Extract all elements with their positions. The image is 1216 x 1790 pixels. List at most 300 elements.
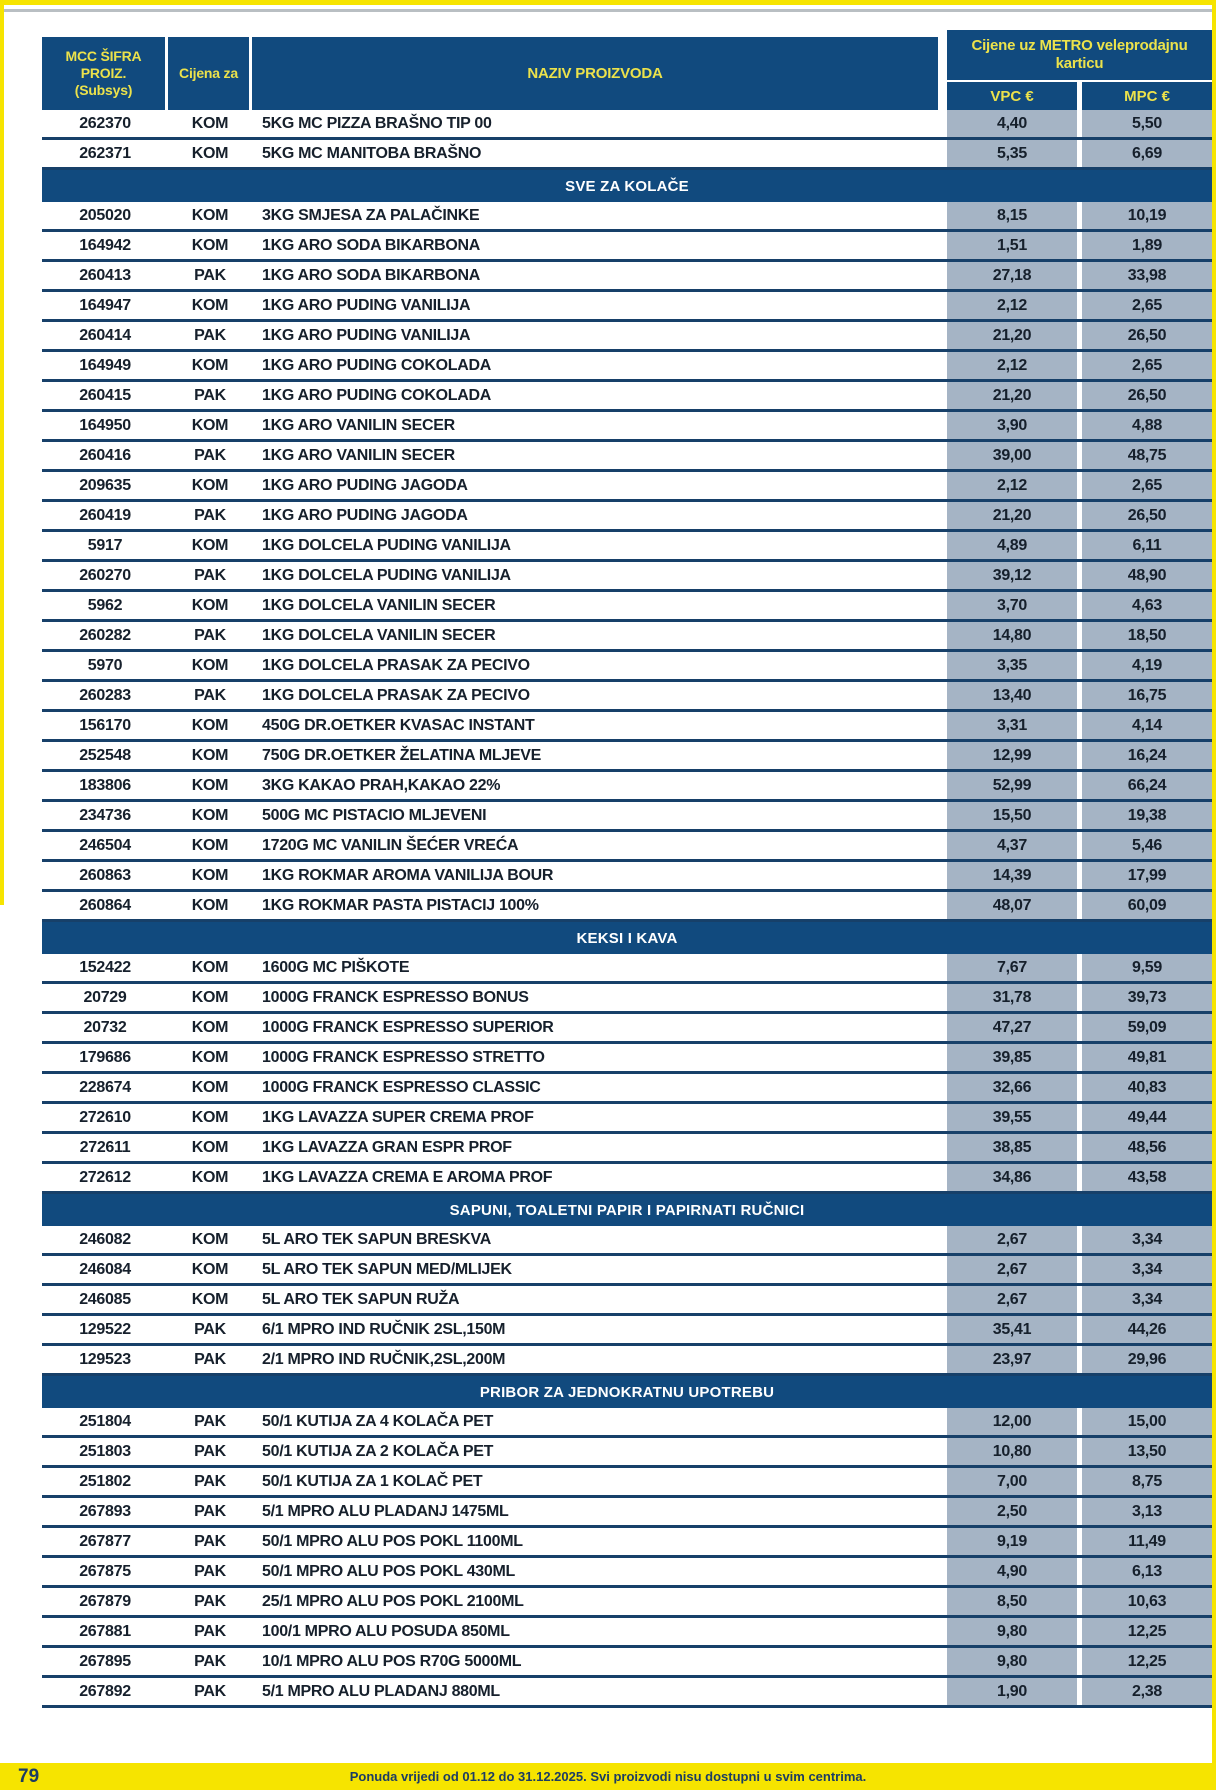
- cell-product-name: 1KG ARO PUDING VANILIJA: [262, 296, 471, 314]
- cell-code: 164942: [79, 236, 131, 254]
- cell-mpc-price: 4,14: [1082, 712, 1212, 739]
- cell-product-name: 6/1 MPRO IND RUČNIK 2SL,150M: [262, 1320, 506, 1338]
- cell-mpc-price: 26,50: [1082, 502, 1212, 529]
- table-row: [42, 232, 1212, 262]
- cell-unit: KOM: [191, 1260, 229, 1278]
- column-divider: [938, 1346, 947, 1373]
- cell-vpc-price: 7,67: [947, 954, 1077, 981]
- cell-vpc-price: 47,27: [947, 1014, 1077, 1041]
- cell-product-name: 1000G FRANCK ESPRESSO SUPERIOR: [262, 1018, 554, 1036]
- cell-product-name: 50/1 MPRO ALU POS POKL 1100ML: [262, 1532, 523, 1550]
- table-row: [42, 562, 1212, 592]
- cell-vpc-price: 39,55: [947, 1104, 1077, 1131]
- cell-vpc-price: 39,00: [947, 442, 1077, 469]
- cell-code: 164947: [79, 296, 131, 314]
- column-divider: [938, 1498, 947, 1525]
- column-header-vpc: VPC €: [990, 87, 1034, 105]
- page-frame-shadow: [0, 9, 1216, 12]
- table-row: [42, 622, 1212, 652]
- cell-vpc-price: 10,80: [947, 1438, 1077, 1465]
- cell-unit: KOM: [191, 1230, 229, 1248]
- cell-product-name: 3KG KAKAO PRAH,KAKAO 22%: [262, 776, 501, 794]
- cell-product-name: 1KG ARO PUDING VANILIJA: [262, 326, 471, 344]
- cell-code: 129522: [79, 1320, 131, 1338]
- cell-code: 260270: [79, 566, 131, 584]
- cell-mpc-price: 2,65: [1082, 352, 1212, 379]
- cell-mpc-price: 13,50: [1082, 1438, 1212, 1465]
- cell-unit: PAK: [194, 1350, 226, 1368]
- cell-unit: KOM: [191, 1290, 229, 1308]
- cell-mpc-price: 3,34: [1082, 1226, 1212, 1253]
- cell-unit: PAK: [194, 446, 226, 464]
- cell-unit: PAK: [194, 1652, 226, 1670]
- table-row: [42, 292, 1212, 322]
- column-divider: [938, 1528, 947, 1555]
- cell-code: 234736: [79, 806, 131, 824]
- cell-code: 260282: [79, 626, 131, 644]
- cell-mpc-price: 48,75: [1082, 442, 1212, 469]
- column-divider: [938, 1014, 947, 1041]
- table-row: [42, 1498, 1212, 1528]
- column-divider: [938, 862, 947, 889]
- cell-product-name: 5L ARO TEK SAPUN RUŽA: [262, 1290, 460, 1308]
- cell-vpc-price: 2,12: [947, 472, 1077, 499]
- cell-product-name: 5L ARO TEK SAPUN BRESKVA: [262, 1230, 491, 1248]
- cell-mpc-price: 4,19: [1082, 652, 1212, 679]
- cell-vpc-price: 4,90: [947, 1558, 1077, 1585]
- cell-mpc-price: 10,63: [1082, 1588, 1212, 1615]
- column-divider: [938, 772, 947, 799]
- cell-code: 272612: [79, 1168, 131, 1186]
- table-row: [42, 1044, 1212, 1074]
- cell-product-name: 2/1 MPRO IND RUČNIK,2SL,200M: [262, 1350, 506, 1368]
- cell-code: 20729: [83, 988, 127, 1006]
- cell-vpc-price: 1,51: [947, 232, 1077, 259]
- cell-mpc-price: 59,09: [1082, 1014, 1212, 1041]
- page-frame-top: [0, 0, 1216, 5]
- cell-unit: PAK: [194, 1412, 226, 1430]
- cell-product-name: 1600G MC PIŠKOTE: [262, 958, 410, 976]
- table-row: [42, 1104, 1212, 1134]
- cell-vpc-price: 3,70: [947, 592, 1077, 619]
- cell-vpc-price: 9,19: [947, 1528, 1077, 1555]
- cell-code: 152422: [79, 958, 131, 976]
- column-divider: [938, 1316, 947, 1343]
- cell-code: 260413: [79, 266, 131, 284]
- table-row: [42, 1408, 1212, 1438]
- cell-product-name: 1720G MC VANILIN ŠEĆER VREĆA: [262, 836, 519, 854]
- cell-product-name: 50/1 KUTIJA ZA 2 KOLAČA PET: [262, 1442, 494, 1460]
- table-row: [42, 892, 1212, 922]
- column-header-code-line2: (Subsys): [74, 82, 133, 98]
- table-row: [42, 772, 1212, 802]
- table-row: [42, 954, 1212, 984]
- cell-product-name: 1000G FRANCK ESPRESSO STRETTO: [262, 1048, 545, 1066]
- cell-unit: KOM: [191, 416, 229, 434]
- cell-product-name: 1KG ARO SODA BIKARBONA: [262, 266, 481, 284]
- cell-product-name: 5KG MC MANITOBA BRAŠNO: [262, 144, 482, 162]
- cell-unit: PAK: [194, 566, 226, 584]
- column-divider: [938, 1226, 947, 1253]
- cell-product-name: 750G DR.OETKER ŽELATINA MLJEVE: [262, 746, 542, 764]
- cell-mpc-price: 60,09: [1082, 892, 1212, 919]
- table-row: [42, 682, 1212, 712]
- table-row: [42, 262, 1212, 292]
- cell-vpc-price: 27,18: [947, 262, 1077, 289]
- cell-unit: PAK: [194, 1682, 226, 1700]
- cell-vpc-price: 8,50: [947, 1588, 1077, 1615]
- column-header-product-name: NAZIV PROIZVODA: [527, 65, 663, 82]
- cell-mpc-price: 15,00: [1082, 1408, 1212, 1435]
- cell-code: 272611: [79, 1138, 131, 1156]
- cell-product-name: 1KG ARO PUDING COKOLADA: [262, 386, 491, 404]
- cell-unit: PAK: [194, 326, 226, 344]
- table-row: [42, 1648, 1212, 1678]
- table-row: [42, 1164, 1212, 1194]
- cell-product-name: 1KG DOLCELA VANILIN SECER: [262, 626, 496, 644]
- cell-unit: KOM: [191, 656, 229, 674]
- cell-product-name: 1KG ARO SODA BIKARBONA: [262, 236, 481, 254]
- cell-mpc-price: 26,50: [1082, 322, 1212, 349]
- column-header-unit: Cijena za: [168, 37, 252, 110]
- cell-vpc-price: 31,78: [947, 984, 1077, 1011]
- cell-product-name: 1KG ARO PUDING JAGODA: [262, 506, 468, 524]
- column-divider: [938, 984, 947, 1011]
- table-row: [42, 742, 1212, 772]
- column-divider: [938, 110, 947, 137]
- cell-product-name: 1KG ARO PUDING COKOLADA: [262, 356, 491, 374]
- table-row: [42, 592, 1212, 622]
- cell-unit: KOM: [191, 114, 229, 132]
- cell-unit: PAK: [194, 626, 226, 644]
- cell-code: 164949: [79, 356, 131, 374]
- cell-code: 205020: [79, 206, 131, 224]
- column-divider: [938, 202, 947, 229]
- column-divider: [938, 652, 947, 679]
- table-row: [42, 1286, 1212, 1316]
- cell-product-name: 1KG LAVAZZA CREMA E AROMA PROF: [262, 1168, 553, 1186]
- column-divider: [938, 562, 947, 589]
- cell-mpc-price: 8,75: [1082, 1468, 1212, 1495]
- cell-vpc-price: 39,12: [947, 562, 1077, 589]
- section-header-row: SVE ZA KOLAČE: [42, 170, 1212, 202]
- cell-product-name: 100/1 MPRO ALU POSUDA 850ML: [262, 1622, 510, 1640]
- table-row: [42, 1678, 1212, 1708]
- cell-unit: PAK: [194, 1472, 226, 1490]
- cell-code: 267895: [79, 1652, 131, 1670]
- cell-product-name: 1KG DOLCELA PUDING VANILIJA: [262, 566, 511, 584]
- cell-vpc-price: 23,97: [947, 1346, 1077, 1373]
- cell-mpc-price: 39,73: [1082, 984, 1212, 1011]
- cell-code: 251804: [79, 1412, 131, 1430]
- cell-code: 209635: [79, 476, 131, 494]
- cell-mpc-price: 66,24: [1082, 772, 1212, 799]
- table-row: [42, 1256, 1212, 1286]
- cell-unit: KOM: [191, 836, 229, 854]
- cell-code: 5970: [87, 656, 123, 674]
- cell-code: 260419: [79, 506, 131, 524]
- column-divider: [938, 532, 947, 559]
- cell-product-name: 10/1 MPRO ALU POS R70G 5000ML: [262, 1652, 522, 1670]
- cell-unit: KOM: [191, 476, 229, 494]
- table-body: [42, 110, 1212, 1708]
- cell-product-name: 1KG LAVAZZA GRAN ESPR PROF: [262, 1138, 512, 1156]
- cell-product-name: 1KG ARO VANILIN SECER: [262, 446, 455, 464]
- table-row: [42, 472, 1212, 502]
- cell-mpc-price: 1,89: [1082, 232, 1212, 259]
- cell-vpc-price: 3,35: [947, 652, 1077, 679]
- cell-mpc-price: 18,50: [1082, 622, 1212, 649]
- column-divider: [938, 802, 947, 829]
- table-row: [42, 802, 1212, 832]
- cell-code: 260864: [79, 896, 131, 914]
- column-divider: [938, 502, 947, 529]
- cell-code: 260283: [79, 686, 131, 704]
- table-row: [42, 110, 1212, 140]
- cell-mpc-price: 26,50: [1082, 382, 1212, 409]
- cell-code: 260415: [79, 386, 131, 404]
- cell-product-name: 5KG MC PIZZA BRAŠNO TIP 00: [262, 114, 492, 132]
- cell-code: 164950: [79, 416, 131, 434]
- cell-product-name: 5L ARO TEK SAPUN MED/MLIJEK: [262, 1260, 512, 1278]
- cell-vpc-price: 15,50: [947, 802, 1077, 829]
- cell-code: 272610: [79, 1108, 131, 1126]
- cell-product-name: 1KG ARO VANILIN SECER: [262, 416, 455, 434]
- cell-unit: KOM: [191, 716, 229, 734]
- table-row: [42, 1134, 1212, 1164]
- table-row: [42, 1014, 1212, 1044]
- column-divider: [938, 832, 947, 859]
- cell-product-name: 3KG SMJESA ZA PALAČINKE: [262, 206, 480, 224]
- cell-code: 260416: [79, 446, 131, 464]
- column-divider: [938, 892, 947, 919]
- cell-vpc-price: 2,50: [947, 1498, 1077, 1525]
- cell-mpc-price: 6,69: [1082, 140, 1212, 167]
- column-divider: [938, 712, 947, 739]
- cell-product-name: 5/1 MPRO ALU PLADANJ 1475ML: [262, 1502, 509, 1520]
- cell-vpc-price: 21,20: [947, 322, 1077, 349]
- cell-product-name: 450G DR.OETKER KVASAC INSTANT: [262, 716, 535, 734]
- cell-code: 267892: [79, 1682, 131, 1700]
- table-header-main: [42, 37, 938, 110]
- cell-code: 252548: [79, 746, 131, 764]
- cell-vpc-price: 52,99: [947, 772, 1077, 799]
- table-row: [42, 1316, 1212, 1346]
- cell-mpc-price: 17,99: [1082, 862, 1212, 889]
- cell-mpc-price: 12,25: [1082, 1648, 1212, 1675]
- table-row: [42, 1468, 1212, 1498]
- cell-unit: PAK: [194, 1320, 226, 1338]
- cell-unit: KOM: [191, 1108, 229, 1126]
- table-row: [42, 352, 1212, 382]
- cell-vpc-price: 2,67: [947, 1286, 1077, 1313]
- cell-unit: KOM: [191, 746, 229, 764]
- cell-mpc-price: 2,65: [1082, 292, 1212, 319]
- column-divider: [938, 1104, 947, 1131]
- cell-vpc-price: 35,41: [947, 1316, 1077, 1343]
- table-row: [42, 1438, 1212, 1468]
- cell-code: 267875: [79, 1562, 131, 1580]
- cell-code: 267879: [79, 1592, 131, 1610]
- cell-vpc-price: 4,37: [947, 832, 1077, 859]
- cell-code: 260414: [79, 326, 131, 344]
- cell-unit: KOM: [191, 1168, 229, 1186]
- cell-vpc-price: 12,00: [947, 1408, 1077, 1435]
- section-header-row: KEKSI I KAVA: [42, 922, 1212, 954]
- cell-unit: KOM: [191, 236, 229, 254]
- table-row: [42, 1226, 1212, 1256]
- price-subheaders: [947, 82, 1212, 110]
- cell-vpc-price: 21,20: [947, 502, 1077, 529]
- cell-product-name: 1000G FRANCK ESPRESSO CLASSIC: [262, 1078, 541, 1096]
- cell-vpc-price: 14,39: [947, 862, 1077, 889]
- column-divider: [938, 472, 947, 499]
- cell-code: 267893: [79, 1502, 131, 1520]
- cell-code: 5917: [87, 536, 123, 554]
- cell-mpc-price: 6,11: [1082, 532, 1212, 559]
- column-divider: [938, 352, 947, 379]
- cell-unit: PAK: [194, 1592, 226, 1610]
- cell-code: 262370: [79, 114, 131, 132]
- cell-product-name: 1000G FRANCK ESPRESSO BONUS: [262, 988, 529, 1006]
- cell-unit: PAK: [194, 386, 226, 404]
- cell-mpc-price: 3,34: [1082, 1256, 1212, 1283]
- cell-vpc-price: 2,12: [947, 352, 1077, 379]
- cell-product-name: 1KG DOLCELA PRASAK ZA PECIVO: [262, 656, 530, 674]
- table-row: [42, 140, 1212, 170]
- page-footer: [0, 1763, 1216, 1790]
- section-header-row: SAPUNI, TOALETNI PAPIR I PAPIRNATI RUČNICI: [42, 1194, 1212, 1226]
- cell-vpc-price: 34,86: [947, 1164, 1077, 1191]
- cell-vpc-price: 3,90: [947, 412, 1077, 439]
- cell-vpc-price: 39,85: [947, 1044, 1077, 1071]
- column-divider: [938, 140, 947, 167]
- page-frame-right: [1212, 0, 1216, 1790]
- column-divider: [938, 622, 947, 649]
- cell-vpc-price: 32,66: [947, 1074, 1077, 1101]
- table-header-price-group: [947, 30, 1212, 110]
- cell-vpc-price: 2,12: [947, 292, 1077, 319]
- column-divider: [938, 1164, 947, 1191]
- price-table: [42, 30, 1212, 1708]
- cell-vpc-price: 9,80: [947, 1618, 1077, 1645]
- cell-product-name: 1KG ROKMAR AROMA VANILIJA BOUR: [262, 866, 554, 884]
- cell-mpc-price: 29,96: [1082, 1346, 1212, 1373]
- cell-product-name: 1KG DOLCELA VANILIN SECER: [262, 596, 496, 614]
- cell-vpc-price: 4,40: [947, 110, 1077, 137]
- cell-code: 251803: [79, 1442, 131, 1460]
- column-divider: [938, 1408, 947, 1435]
- column-divider: [938, 1588, 947, 1615]
- cell-unit: KOM: [191, 1078, 229, 1096]
- cell-code: 129523: [79, 1350, 131, 1368]
- page-number: 79: [18, 1766, 40, 1787]
- cell-code: 262371: [79, 144, 131, 162]
- cell-mpc-price: 48,56: [1082, 1134, 1212, 1161]
- cell-unit: KOM: [191, 356, 229, 374]
- table-row: [42, 382, 1212, 412]
- column-divider: [938, 442, 947, 469]
- cell-product-name: 50/1 MPRO ALU POS POKL 430ML: [262, 1562, 515, 1580]
- column-divider: [938, 1286, 947, 1313]
- cell-mpc-price: 16,24: [1082, 742, 1212, 769]
- table-row: [42, 1346, 1212, 1376]
- column-divider: [938, 1256, 947, 1283]
- cell-product-name: 500G MC PISTACIO MLJEVENI: [262, 806, 487, 824]
- cell-product-name: 25/1 MPRO ALU POS POKL 2100ML: [262, 1592, 524, 1610]
- column-divider: [938, 1134, 947, 1161]
- cell-mpc-price: 5,50: [1082, 110, 1212, 137]
- cell-vpc-price: 1,90: [947, 1678, 1077, 1705]
- table-row: [42, 442, 1212, 472]
- section-header-row: PRIBOR ZA JEDNOKRATNU UPOTREBU: [42, 1376, 1212, 1408]
- cell-unit: PAK: [194, 1562, 226, 1580]
- cell-unit: PAK: [194, 1622, 226, 1640]
- table-row: [42, 1528, 1212, 1558]
- column-header-code: [42, 37, 168, 110]
- cell-product-name: 1KG ROKMAR PASTA PISTACIJ 100%: [262, 896, 539, 914]
- cell-mpc-price: 44,26: [1082, 1316, 1212, 1343]
- cell-code: 20732: [83, 1018, 127, 1036]
- column-divider: [938, 262, 947, 289]
- cell-vpc-price: 21,20: [947, 382, 1077, 409]
- cell-unit: KOM: [191, 988, 229, 1006]
- cell-product-name: 1KG LAVAZZA SUPER CREMA PROF: [262, 1108, 534, 1126]
- cell-unit: KOM: [191, 206, 229, 224]
- table-row: [42, 412, 1212, 442]
- cell-mpc-price: 11,49: [1082, 1528, 1212, 1555]
- cell-mpc-price: 16,75: [1082, 682, 1212, 709]
- column-divider: [938, 1468, 947, 1495]
- column-divider: [938, 322, 947, 349]
- cell-unit: PAK: [194, 266, 226, 284]
- cell-unit: KOM: [191, 1138, 229, 1156]
- cell-product-name: 1KG DOLCELA PRASAK ZA PECIVO: [262, 686, 530, 704]
- cell-code: 267877: [79, 1532, 131, 1550]
- table-row: [42, 532, 1212, 562]
- table-row: [42, 832, 1212, 862]
- column-divider: [938, 1044, 947, 1071]
- column-divider: [938, 1678, 947, 1705]
- column-divider: [938, 1558, 947, 1585]
- cell-mpc-price: 12,25: [1082, 1618, 1212, 1645]
- column-divider: [938, 1438, 947, 1465]
- cell-code: 260863: [79, 866, 131, 884]
- cell-mpc-price: 33,98: [1082, 262, 1212, 289]
- cell-code: 5962: [87, 596, 123, 614]
- page-frame-left: [0, 0, 4, 905]
- cell-vpc-price: 2,67: [947, 1226, 1077, 1253]
- cell-unit: KOM: [191, 144, 229, 162]
- cell-code: 179686: [79, 1048, 131, 1066]
- cell-unit: PAK: [194, 506, 226, 524]
- table-row: [42, 1588, 1212, 1618]
- cell-mpc-price: 2,65: [1082, 472, 1212, 499]
- cell-code: 246504: [79, 836, 131, 854]
- table-row: [42, 652, 1212, 682]
- column-divider: [938, 1074, 947, 1101]
- cell-unit: KOM: [191, 866, 229, 884]
- cell-mpc-price: 40,83: [1082, 1074, 1212, 1101]
- cell-unit: PAK: [194, 686, 226, 704]
- cell-code: 183806: [79, 776, 131, 794]
- cell-mpc-price: 19,38: [1082, 802, 1212, 829]
- cell-code: 246084: [79, 1260, 131, 1278]
- column-divider: [938, 412, 947, 439]
- table-row: [42, 322, 1212, 352]
- cell-mpc-price: 9,59: [1082, 954, 1212, 981]
- cell-mpc-price: 5,46: [1082, 832, 1212, 859]
